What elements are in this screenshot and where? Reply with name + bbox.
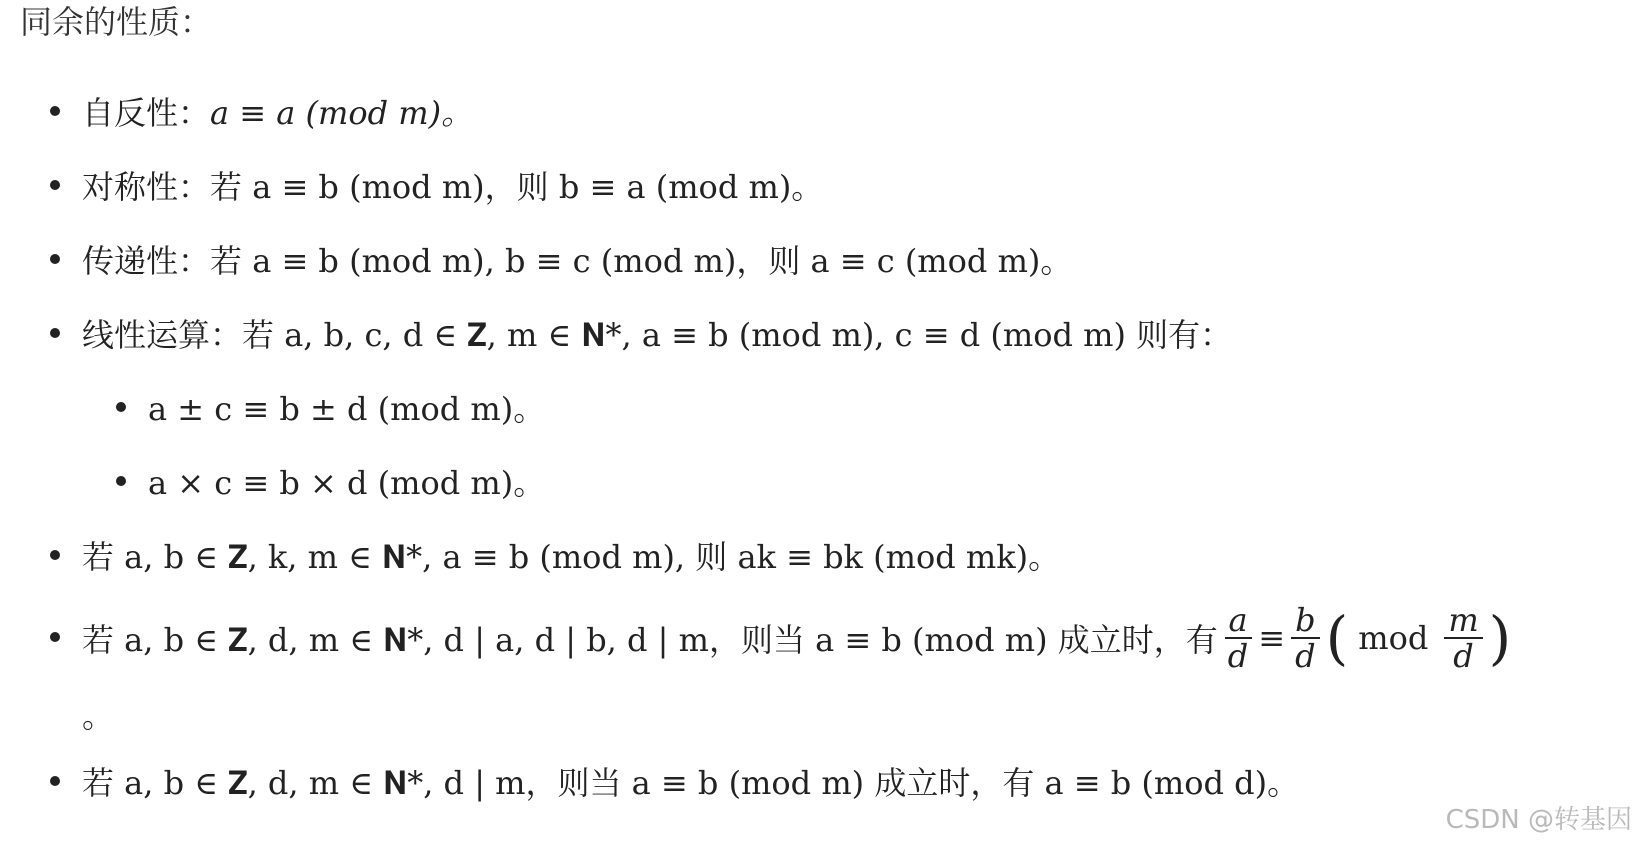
sub-bullet	[116, 402, 126, 412]
equiv-symbol: ≡	[1258, 619, 1286, 657]
property-formula: a ≡ a (mod m)。	[210, 94, 474, 132]
sub-list-item	[148, 377, 545, 437]
property-formula: 若 a, b ∈ 𝐙, d, m ∈ 𝐍*, d | a, d | b, d | m，则当 a ≡ b (mod m) 成立时，有	[82, 621, 1218, 659]
property-formula: 若 a, b, c, d ∈ 𝐙, m ∈ 𝐍*, a ≡ b (mod m), c ≡ d (mod m) 则有：	[242, 316, 1233, 354]
list-item	[82, 525, 1060, 585]
sub-bullet	[116, 476, 126, 486]
bullet	[50, 550, 60, 560]
continuation-line	[82, 684, 114, 744]
fraction-m-over-d: $\frac{m}{d}$	[1444, 603, 1482, 673]
property-formula: 若 a ≡ b (mod m), b ≡ c (mod m)，则 a ≡ c (mod m)。	[210, 242, 1073, 280]
list-item	[82, 229, 1072, 289]
left-paren: (	[1325, 604, 1349, 672]
property-label: 对称性：	[82, 168, 211, 206]
list-item	[82, 594, 1511, 682]
property-label: 自反性：	[82, 94, 211, 132]
property-label: 线性运算：	[82, 316, 243, 354]
watermark: CSDN @转基因	[1445, 805, 1632, 835]
property-label: 传递性：	[82, 242, 211, 280]
list-item	[82, 303, 1232, 363]
fraction-a-over-d: $\frac{a}{d}$	[1224, 603, 1252, 673]
bullet	[50, 328, 60, 338]
section-heading: 同余的性质：	[20, 3, 213, 41]
mod-operator: mod	[1358, 619, 1429, 657]
property-formula: 若 a, b ∈ 𝐙, k, m ∈ 𝐍*, a ≡ b (mod m), 则 ak ≡ bk (mod mk)。	[82, 538, 1061, 576]
list-item	[82, 155, 823, 215]
property-formula: 若 a ≡ b (mod m)，则 b ≡ a (mod m)。	[210, 168, 824, 206]
right-paren: )	[1488, 604, 1512, 672]
bullet	[50, 776, 60, 786]
bullet	[50, 632, 60, 642]
list-item	[82, 81, 473, 141]
list-item	[82, 751, 1299, 811]
property-formula: 若 a, b ∈ 𝐙, d, m ∈ 𝐍*, d | m，则当 a ≡ b (mod m) 成立时，有 a ≡ b (mod d)。	[82, 764, 1300, 802]
sub-list-item	[148, 451, 545, 511]
bullet	[50, 180, 60, 190]
bullet	[50, 106, 60, 116]
trailing-period: 。	[82, 697, 115, 735]
bullet	[50, 254, 60, 264]
property-formula: a ± c ≡ b ± d (mod m)。	[148, 390, 546, 428]
fraction-b-over-d: $\frac{b}{d}$	[1291, 603, 1319, 673]
property-formula: a × c ≡ b × d (mod m)。	[148, 464, 546, 502]
